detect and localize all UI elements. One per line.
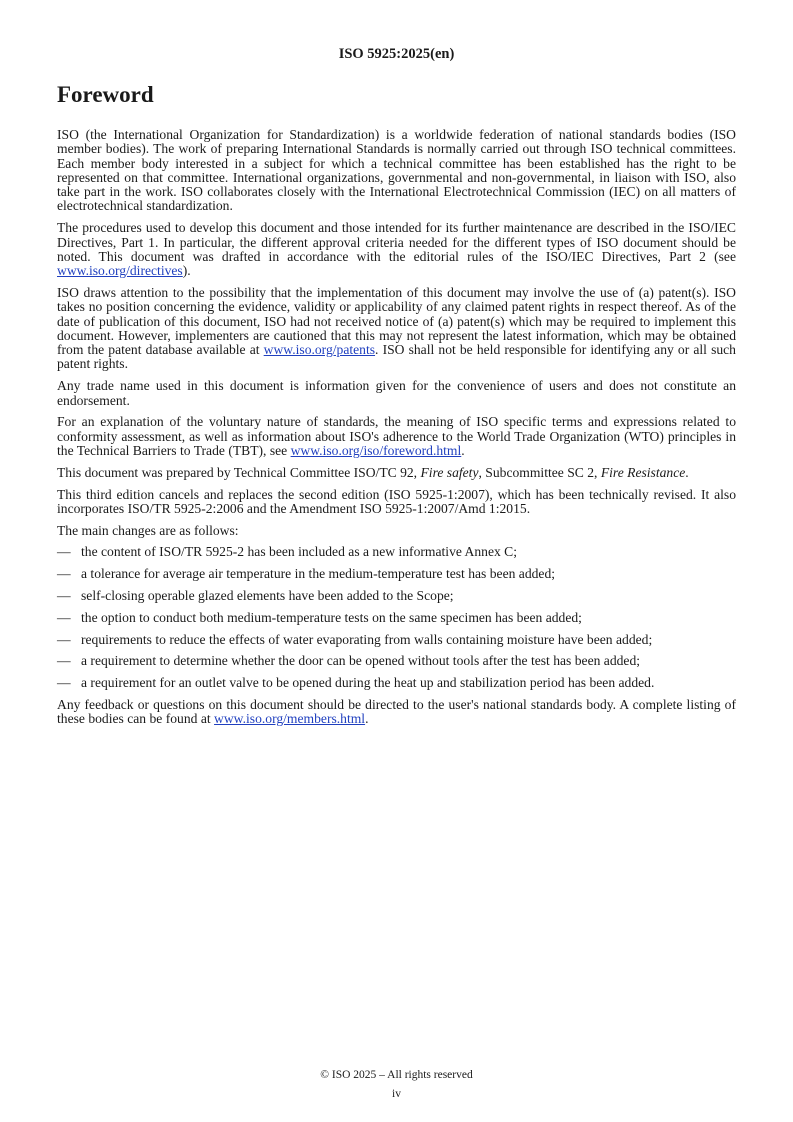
list-item-text: a tolerance for average air temperature in the medium-temperature test has been added; — [81, 566, 556, 582]
text: ). — [182, 263, 191, 279]
committee-name: Fire safety — [420, 464, 479, 480]
patents-link[interactable]: www.iso.org/patents — [263, 342, 376, 358]
list-item — [57, 567, 736, 581]
paragraph-edition: This third edition cancels and replaces the second edition (ISO 5925-1:2007), which has been technically revised. It also incorporates ISO/TR 5925-2:2006 and the Amendment ISO 5925-1:2007/Amd 1:2015. — [57, 486, 736, 516]
text: . — [685, 464, 689, 480]
text: . ISO shall not be held responsible for identifying any or all such patent rights. — [57, 342, 736, 372]
list-item — [57, 545, 736, 559]
paragraph-voluntary — [57, 415, 736, 458]
list-item-text: a requirement to determine whether the door can be opened without tools after the test has been added; — [81, 653, 641, 669]
foreword-link[interactable]: www.iso.org/iso/foreword.html — [290, 442, 462, 458]
text: The procedures used to develop this document and those intended for its further maintenance are described in the ISO/IEC Directives, Part 1. In particular, the different approval criteria needed for the different types of ISO document should be noted. This document was drafted in accordance with the editorial rules of the ISO/IEC Directives, Part 2 (see — [57, 220, 736, 264]
dash: — — [57, 609, 71, 625]
text: Any feedback or questions on this document should be directed to the user's national standards body. A complete listing of these bodies can be found at — [57, 697, 736, 727]
directives-link[interactable]: www.iso.org/directives — [57, 263, 183, 279]
dash: — — [57, 653, 71, 669]
list-item — [57, 589, 736, 603]
changes-list — [57, 545, 736, 690]
list-item — [57, 611, 736, 625]
members-link[interactable]: www.iso.org/members.html — [214, 711, 366, 727]
paragraph-changes-intro: The main changes are as follows: — [57, 522, 239, 538]
text: , Subcommittee SC 2, — [478, 464, 601, 480]
page-title: Foreword — [57, 82, 154, 107]
list-item-text: requirements to reduce the effects of water evaporating from walls containing moisture have been added; — [81, 631, 653, 647]
paragraph-iso-intro: ISO (the International Organization for Standardization) is a worldwide federation of national standards bodies (ISO member bodies). The work of preparing International Standards is normally carried out through ISO technical committees. Each member body interested in a subject for which a technical committee has been established has the right to be represented on that committee. International organizations, governmental and non-governmental, in liaison with ISO, also take part in the work. ISO collaborates closely with the International Electrotechnical Commission (IEC) on all matters of electrotechnical standardization. — [57, 127, 736, 214]
paragraph-committee — [57, 466, 736, 480]
page-footer — [0, 1066, 793, 1104]
copyright-notice: © ISO 2025 – All rights reserved — [320, 1069, 473, 1081]
dash: — — [57, 588, 71, 604]
text: For an explanation of the voluntary nature of standards, the meaning of ISO specific terms and expressions related to conformity assessment, as well as information about ISO's adherence to the World Trade Organization (WTO) principles in the Technical Barriers to Trade (TBT), see — [57, 414, 736, 458]
paragraph-procedures — [57, 221, 736, 278]
paragraph-patents — [57, 286, 736, 372]
dash: — — [57, 631, 71, 647]
dash: — — [57, 675, 71, 691]
list-item — [57, 676, 736, 690]
page-number: iv — [392, 1088, 401, 1100]
paragraph-feedback — [57, 698, 736, 727]
dash: — — [57, 544, 71, 560]
text: This document was prepared by Technical Committee ISO/TC 92, — [57, 464, 421, 480]
subcommittee-name: Fire Resistance — [600, 464, 686, 480]
paragraph-trade-name: Any trade name used in this document is information given for the convenience of users and does not constitute an endorsement. — [57, 378, 736, 408]
foreword-body — [57, 128, 736, 734]
list-item-text: the option to conduct both medium-temperature tests on the same specimen has been added; — [81, 609, 582, 625]
dash: — — [57, 566, 71, 582]
list-item-text: self-closing operable glazed elements have been added to the Scope; — [81, 588, 454, 604]
list-item — [57, 633, 736, 647]
list-item — [57, 654, 736, 668]
text: . — [461, 442, 465, 458]
list-item-text: a requirement for an outlet valve to be opened during the heat up and stabilization period has been added. — [81, 675, 655, 691]
text: ISO draws attention to the possibility that the implementation of this document may involve the use of (a) patent(s). ISO takes no position concerning the evidence, validity or applicability of any claimed patent rights in respect thereof. As of the date of publication of this document, ISO had not received notice of (a) patent(s) which may be required to implement this document. However, implementers are cautioned that this may not represent the latest information, which may be obtained from the patent database available at — [57, 284, 736, 358]
document-header: ISO 5925:2025(en) — [338, 46, 455, 62]
list-item-text: the content of ISO/TR 5925-2 has been included as a new informative Annex C; — [81, 544, 518, 560]
text: . — [365, 711, 369, 727]
